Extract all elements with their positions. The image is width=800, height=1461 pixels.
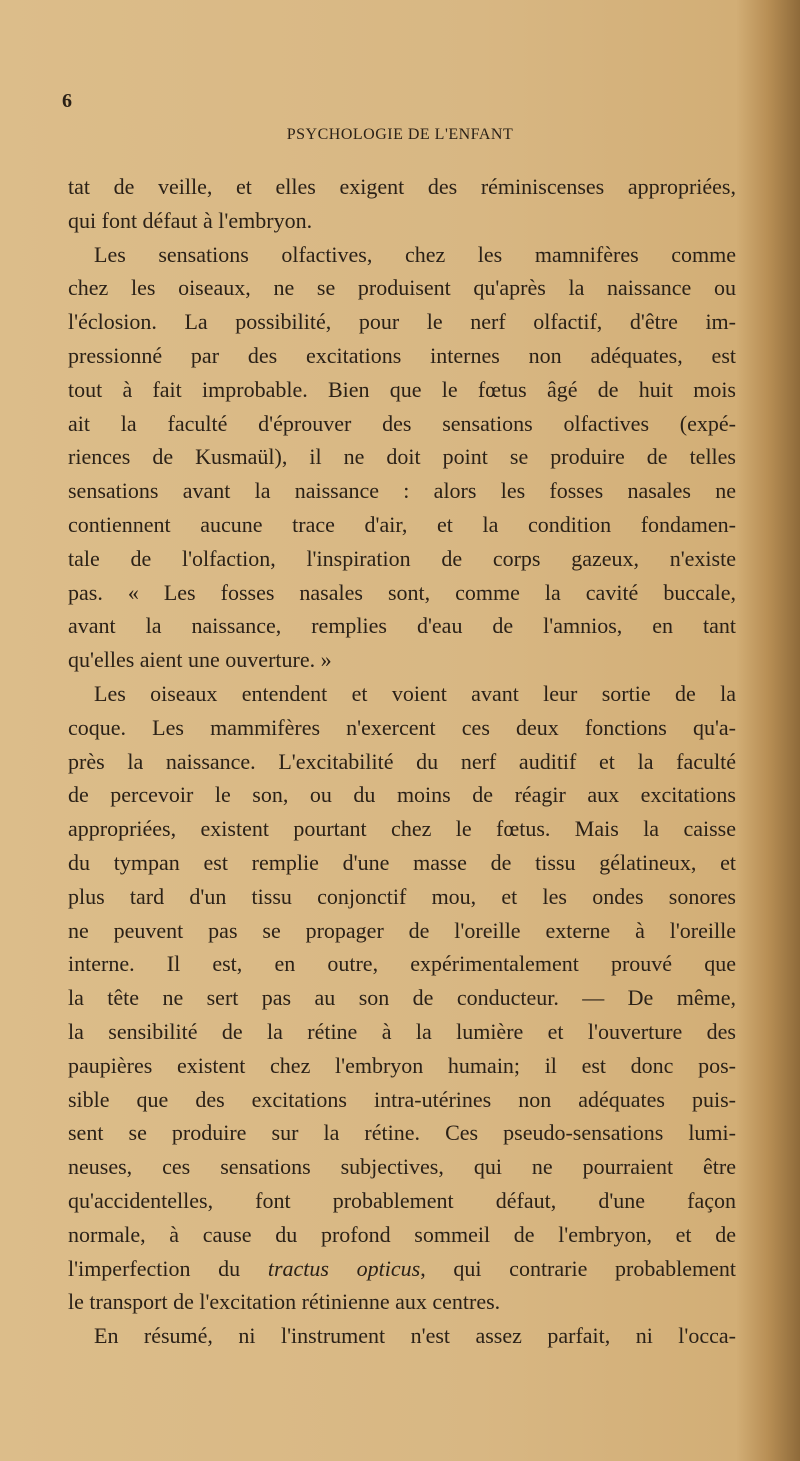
text-line: Les sensations olfactives, chez les mamnifères comme [94,241,736,267]
text-line: l'éclosion. La possibilité, pour le nerf olfactif, d'être im- [68,309,736,335]
text-line: Les oiseaux entendent et voient avant leur sortie de la [94,680,736,706]
text-line: plus tard d'un tissu conjonctif mou, et les ondes sonores [68,883,736,909]
text-line: normale, à cause du profond sommeil de l'embryon, et de [68,1221,736,1247]
text-line: paupières existent chez l'embryon humain; il est donc pos- [68,1052,736,1078]
text-line: l'imperfection du tractus opticus, qui contrarie probablement [68,1255,736,1281]
text-line: appropriées, existent pourtant chez le fœtus. Mais la caisse [68,816,736,842]
text-line: tat de veille, et elles exigent des réminiscenses appropriées, [68,174,736,199]
text-line: neuses, ces sensations subjectives, qui ne pourraient être [68,1154,736,1180]
text-line: sent se produire sur la rétine. Ces pseudo-sensations lumi- [68,1120,736,1146]
running-title: PSYCHOLOGIE DE L'ENFANT [286,126,514,143]
text-line: interne. Il est, en outre, expérimentalement prouvé que [68,951,736,977]
text-line: sible que des excitations intra-utérines non adéquates puis- [68,1086,736,1112]
text-line: sensations avant la naissance : alors les fosses nasales ne [68,478,736,504]
text-line: près la naissance. L'excitabilité du nerf auditif et la faculté [68,748,736,774]
text-line: du tympan est remplie d'une masse de tissu gélatineux, et [68,849,736,875]
page-number: 6 [62,90,72,112]
text-line: chez les oiseaux, ne se produisent qu'après la naissance ou [68,275,736,301]
text-line: tale de l'olfaction, l'inspiration de corps gazeux, n'existe [68,545,736,571]
text-line: avant la naissance, remplies d'eau de l'amnios, en tant [68,613,736,639]
text-line: pressionné par des excitations internes non adéquates, est [68,342,736,368]
text-line: contiennent aucune trace d'air, et la condition fondamen- [68,511,736,537]
text-line: qui font défaut à l'embryon. [68,207,313,233]
text-line: pas. « Les fosses nasales sont, comme la cavité buccale, [68,579,736,605]
text-line: qu'accidentelles, font probablement défaut, d'une façon [68,1187,736,1213]
text-line: le transport de l'excitation rétinienne aux centres. [68,1289,501,1315]
text-line: riences de Kusmaül), il ne doit point se produire de telles [68,444,736,470]
text-line: coque. Les mammifères n'exercent ces deux fonctions qu'a- [68,714,736,740]
italic-term: tractus opticus [267,1255,421,1281]
text-line: qu'elles aient une ouverture. » [68,647,332,673]
text-line: tout à fait improbable. Bien que le fœtus âgé de huit mois [68,376,736,402]
text-line: En résumé, ni l'instrument n'est assez parfait, ni l'occa- [94,1323,736,1349]
text-line: la sensibilité de la rétine à la lumière et l'ouverture des [68,1018,736,1044]
text-line: ait la faculté d'éprouver des sensations olfactives (expé- [68,410,736,436]
text-line: la tête ne sert pas au son de conducteur. — De même, [68,985,736,1011]
text-line: ne peuvent pas se propager de l'oreille externe à l'oreille [68,917,736,943]
body-text [68,170,736,1353]
text-line: de percevoir le son, ou du moins de réagir aux excitations [68,782,736,808]
